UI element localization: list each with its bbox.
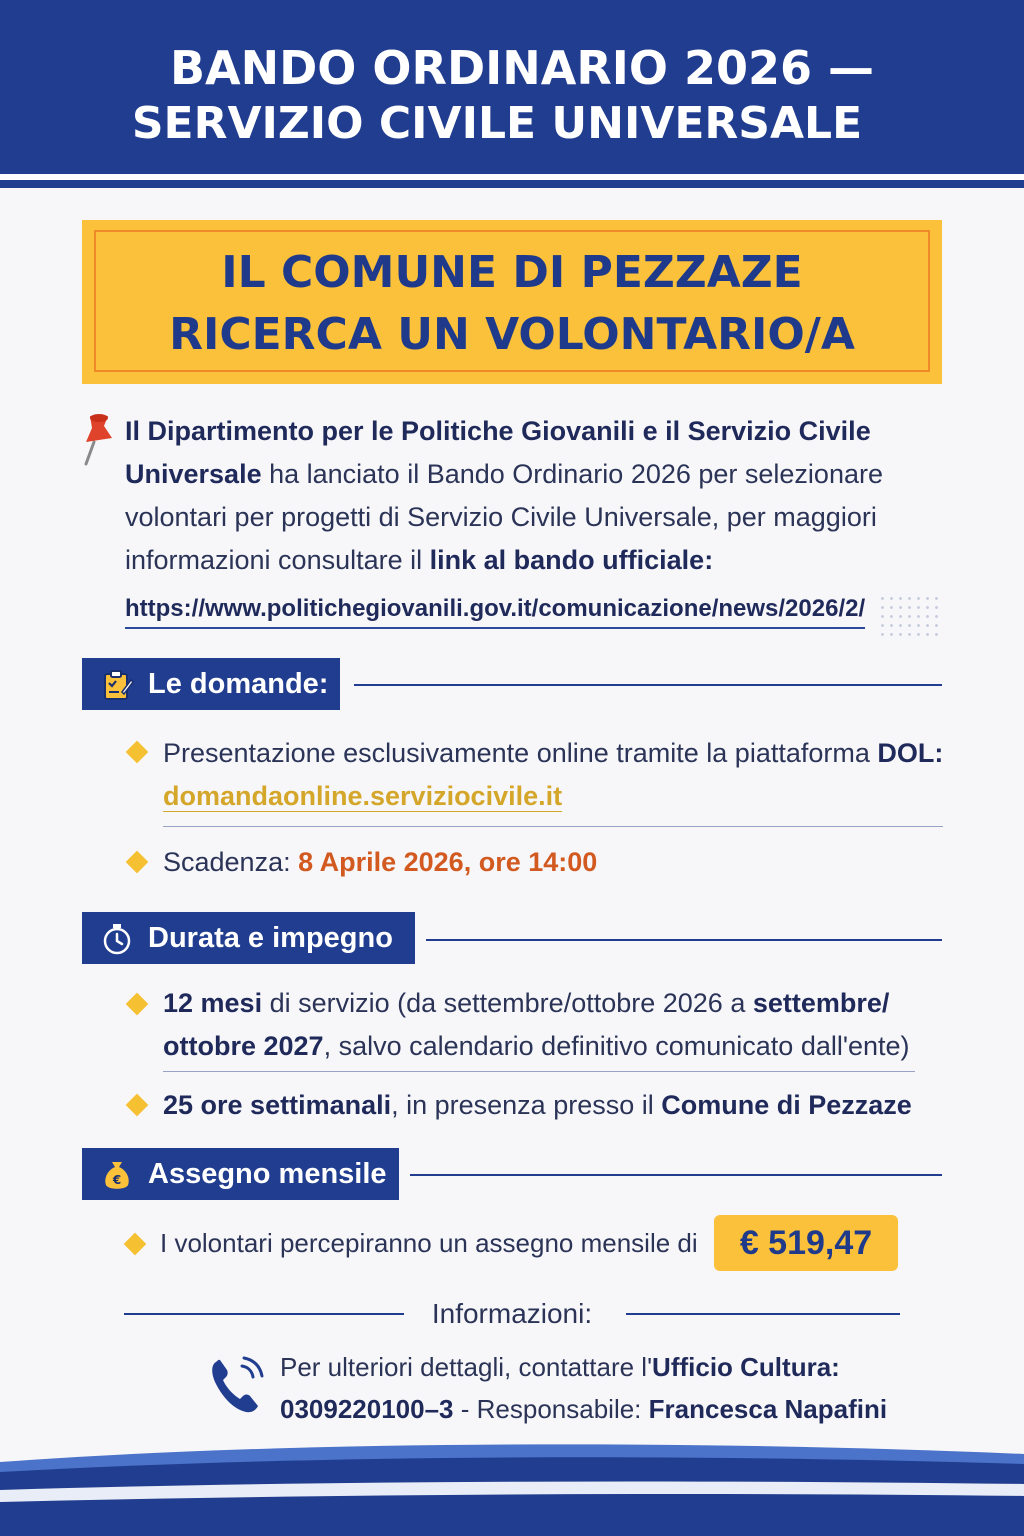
bullet-mesi-text-end: , salvo calendario definitivo comunicato dall'ente) [323,1031,910,1061]
contact-text-2: - Responsabile: [453,1394,649,1424]
section-rule [410,1174,942,1176]
section-durata-title: Durata e impegno [148,922,393,954]
bullet-ore [163,1084,953,1127]
phone-number[interactable]: 0309220100–3 [280,1394,454,1424]
title-line-2: SERVIZIO CIVILE UNIVERSALE [131,98,863,149]
deadline-label: Scadenza: [163,847,299,877]
svg-text:€: € [112,1173,122,1187]
bullet-diamond [126,993,149,1016]
bullet-ore-text: , in presenza presso il [391,1090,662,1120]
phone-icon [206,1350,268,1416]
contact-text: Per ulteriori dettagli, contattare l' [280,1352,653,1382]
intro-lead: Il Dipartimento per le Politiche Giovanili e il Servizio Civile Universale [125,416,871,489]
bullet-mesi [163,982,923,1068]
hero-line-2: RICERCA UN VOLONTARIO/A [169,309,855,360]
divider [163,1071,915,1072]
office-name: Ufficio Cultura: [652,1352,840,1382]
info-title: Informazioni: [431,1298,593,1329]
official-bando-link[interactable]: https://www.politichegiovanili.gov.it/comunicazione/news/2026/2/ [125,592,865,629]
intro-paragraph [125,410,935,582]
manager-name: Francesca Napafini [648,1394,888,1424]
bullet-ore-place: Comune di Pezzaze [661,1090,912,1120]
bullet-ore-bold: 25 ore settimanali [163,1090,392,1120]
hero-title [82,242,942,366]
amount-badge: € 519,47 [714,1215,898,1271]
header-stripe-blue [0,180,1024,188]
section-rule [354,684,942,686]
bullet-dol [163,732,953,818]
bullet-mesi-text: di servizio (da settembre/ottobre 2026 a [262,988,753,1018]
contact-info [280,1346,920,1430]
section-rule [426,939,942,941]
money-bag-icon [100,1158,134,1192]
decorative-dots [878,594,942,640]
section-assegno-header [82,1148,399,1200]
bullet-deadline [163,841,943,884]
bullet-mesi-bold-end: settembre/ ottobre 2027 [163,988,890,1061]
clipboard-check-icon [100,668,134,702]
intro-link-label: link al bando ufficiale: [429,545,714,575]
page-title [0,40,1024,152]
bullet-assegno: I volontari percepiranno un assegno mensile di [160,1228,698,1258]
section-durata-header [82,912,415,964]
intro-text: ha lanciato il Bando Ordinario 2026 per selezionare volontari per progetti di Servizio Civile Universale, per maggiori informazioni consultare il [125,459,883,575]
bullet-diamond [126,851,149,874]
hero-banner [82,220,942,384]
bullet-diamond [126,1094,149,1117]
title-line-1: BANDO ORDINARIO 2026 — [169,41,875,95]
bullet-mesi-bold: 12 mesi [163,988,263,1018]
bullet-dol-text: Presentazione esclusivamente online tramite la piattaforma [163,738,878,768]
section-domande-title: Le domande: [148,668,329,700]
bullet-diamond [126,741,149,764]
deadline-value: 8 Aprile 2026, ore 14:00 [298,847,598,877]
hero-line-1: IL COMUNE DI PEZZAZE [221,247,803,298]
pushpin-icon [80,412,116,466]
divider [163,826,943,827]
stopwatch-icon [100,922,134,956]
section-assegno-title: Assegno mensile [148,1158,387,1190]
bullet-diamond [124,1233,147,1256]
section-domande-header [82,658,340,710]
bullet-dol-bold: DOL: [877,738,944,768]
footer-wave [0,1440,1024,1536]
dol-platform-link[interactable]: domandaonline.serviziocivile.it [163,781,563,811]
